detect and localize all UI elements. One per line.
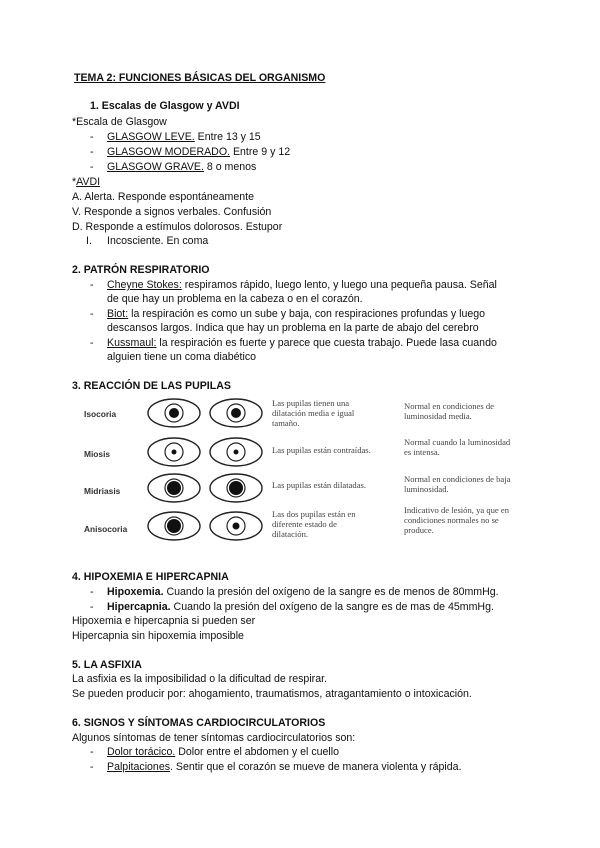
palpitaciones-text: . Sentir que el corazón se mueve de manera violenta y rápida. (170, 761, 462, 773)
list-dash: - (90, 586, 94, 598)
s5-line-2: Se pueden producir por: ahogamiento, traumatismos, atragantamiento o intoxicación. (72, 688, 472, 700)
cheyne-stokes: Cheyne Stokes: (107, 279, 182, 291)
list-dash: - (90, 131, 94, 143)
glasgow-leve-text: Entre 13 y 15 (194, 131, 261, 143)
list-dash: - (90, 746, 94, 758)
list-item (90, 160, 94, 175)
page-title: TEMA 2: FUNCIONES BÁSICAS DEL ORGANISMO (74, 72, 326, 84)
list-item (107, 130, 261, 145)
pupil-note-miosis: Normal cuando la luminosidad es intensa. (404, 437, 511, 457)
palpitaciones: Palpitaciones (107, 761, 171, 773)
avdi-a: A. Alerta. Responde espontáneamente (72, 191, 254, 203)
section-4-heading: 4. HIPOXEMIA E HIPERCAPNIA (72, 571, 229, 583)
cheyne-stokes-text: respiramos rápido, luego lento, y luego una pequeña pausa. Señal (181, 279, 497, 291)
hipercapnia-text: Cuando la presión del oxígeno de la sangre es de mas de 45mmHg. (170, 601, 494, 613)
glasgow-moderado: GLASGOW MODERADO. (107, 146, 231, 158)
list-item-cont: descansos largos. Indica que hay un problema en la parte de abajo del cerebro (107, 322, 479, 334)
s5-line-1: La asfixia es la imposibilidad o la dificultad de respirar. (72, 673, 327, 685)
list-item (90, 130, 94, 145)
list-item (107, 745, 339, 760)
eyes-midriasis-icon (146, 472, 266, 504)
glasgow-leve: GLASGOW LEVE. (107, 131, 195, 143)
avdi-i-num: I. (86, 235, 92, 247)
section-5-heading: 5. LA ASFIXIA (72, 659, 142, 671)
list-item (107, 145, 290, 160)
list-item-cont: alguien tiene un coma diabético (107, 351, 257, 363)
pupil-label-isocoria: Isocoria (84, 409, 117, 419)
section-3-heading: 3. REACCIÓN DE LAS PUPILAS (72, 380, 231, 392)
pupil-desc-isocoria: Las pupilas tienen una dilatación media e igual tamaño. (272, 398, 355, 428)
pupil-desc-anisocoria: Las dos pupilas están en diferente estado de dilatación. (272, 509, 356, 539)
avdi-i-text: Incosciente. En coma (107, 235, 209, 247)
avdi-label (72, 175, 100, 190)
pupil-note-isocoria: Normal en condiciones de luminosidad media. (404, 401, 494, 421)
dolor-toracico-text: Dolor entre el abdomen y el cuello (175, 746, 340, 758)
biot-text: la respiración es como un sube y baja, con respiraciones profundas y luego (128, 308, 486, 320)
section-1-heading: 1. Escalas de Glasgow y AVDI (90, 100, 240, 112)
list-item (107, 307, 485, 322)
list-item (107, 600, 494, 615)
glasgow-moderado-text: Entre 9 y 12 (230, 146, 291, 158)
s4-line-1: Hipoxemia e hipercapnia si pueden ser (72, 615, 256, 627)
avdi-label-text: AVDI (76, 176, 101, 188)
eyes-miosis-icon (146, 436, 266, 468)
glasgow-grave: GLASGOW GRAVE. (107, 161, 204, 173)
pupil-desc-midriasis: Las pupilas están dilatadas. (272, 480, 367, 490)
s4-line-2: Hipercapnia sin hipoxemia imposible (72, 630, 244, 642)
list-dash: - (90, 146, 94, 158)
list-item (107, 278, 497, 293)
pupil-note-anisocoria: Indicativo de lesión, ya que en condiciones normales no se produce. (404, 505, 510, 535)
pupil-label-midriasis: Midriasis (84, 486, 121, 496)
glasgow-label: *Escala de Glasgow (72, 116, 167, 128)
avdi-d: D. Responde a estímulos dolorosos. Estupor (72, 221, 283, 233)
list-dash: - (90, 601, 94, 613)
glasgow-grave-text: 8 o menos (203, 161, 257, 173)
list-item (107, 336, 497, 351)
list-dash: - (90, 279, 94, 291)
hipoxemia-text: Cuando la presión del oxígeno de la sangre es de menos de 80mmHg. (163, 586, 499, 598)
list-item (107, 160, 256, 175)
hipercapnia: Hipercapnia. (107, 601, 171, 613)
list-item-cont: de que hay un problema en la cabeza o en el corazón. (107, 293, 363, 305)
pupil-note-midriasis: Normal en condiciones de baja luminosidad. (404, 474, 511, 494)
list-dash: - (90, 761, 94, 773)
list-item (107, 585, 499, 600)
s6-intro: Algunos síntomas de tener síntomas cardiocirculatorios son: (72, 732, 356, 744)
avdi-v: V. Responde a signos verbales. Confusión (72, 206, 272, 218)
kussmaul-text: la respiración es fuerte y parece que cuesta trabajo. Puede lasa cuando (156, 337, 497, 349)
pupil-label-anisocoria: Anisocoria (84, 524, 128, 534)
eyes-isocoria-icon (146, 397, 266, 429)
list-dash: - (90, 161, 94, 173)
section-6-heading: 6. SIGNOS Y SÍNTOMAS CARDIOCIRCULATORIOS (72, 717, 326, 729)
pupil-label-miosis: Miosis (84, 449, 111, 459)
hipoxemia: Hipoxemia. (107, 586, 164, 598)
biot: Biot: (107, 308, 129, 320)
kussmaul: Kussmaul: (107, 337, 157, 349)
dolor-toracico: Dolor torácico. (107, 746, 176, 758)
eyes-anisocoria-icon (146, 510, 266, 542)
avdi-star: * (72, 176, 77, 188)
list-item (90, 145, 94, 160)
section-2-heading: 2. PATRÓN RESPIRATORIO (72, 264, 210, 276)
list-dash: - (90, 337, 94, 349)
pupil-desc-miosis: Las pupilas están contraídas. (272, 445, 371, 455)
list-item (107, 760, 462, 775)
list-dash: - (90, 308, 94, 320)
